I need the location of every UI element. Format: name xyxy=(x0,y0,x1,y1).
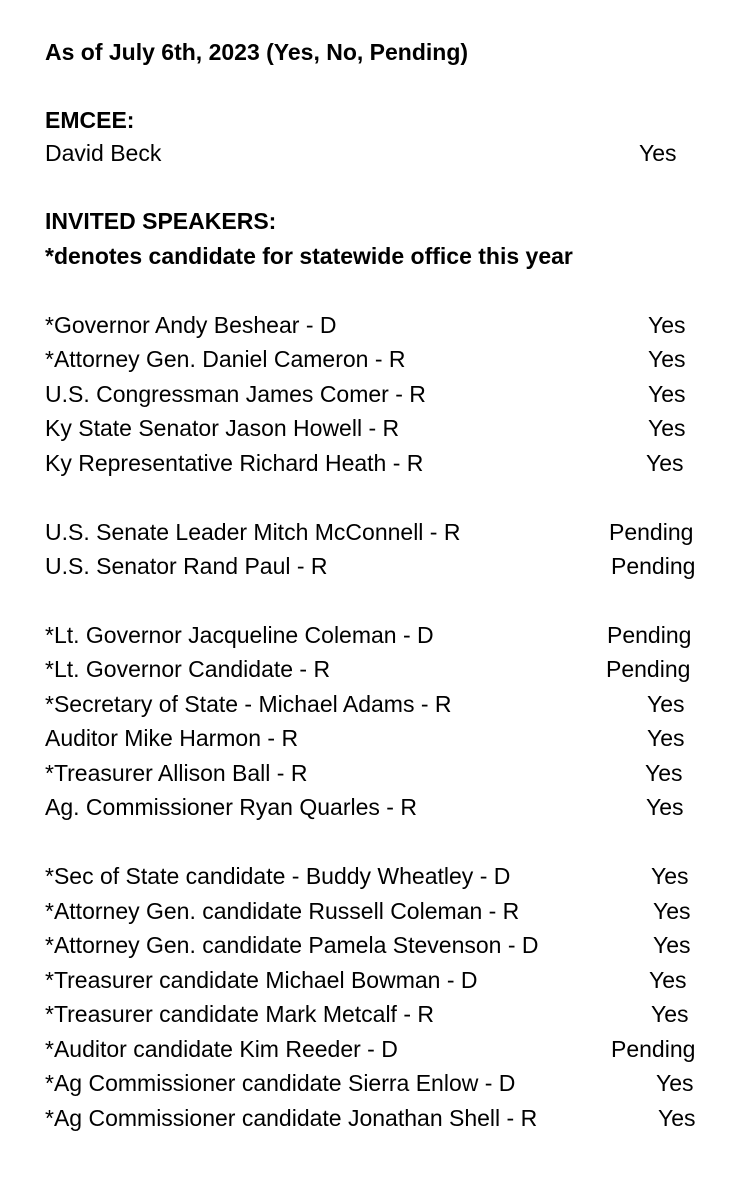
speaker-row xyxy=(0,654,750,684)
speaker-row xyxy=(0,517,750,547)
speaker-status: Yes xyxy=(649,967,687,993)
speaker-status: Pending xyxy=(611,1036,696,1062)
speaker-status: Yes xyxy=(648,312,686,338)
speaker-name: *Auditor candidate Kim Reeder - D xyxy=(45,1036,398,1062)
speaker-name: *Attorney Gen. candidate Russell Coleman - R xyxy=(45,898,520,924)
speaker-status: Yes xyxy=(658,1105,696,1131)
emcee-row xyxy=(0,138,750,168)
speaker-status: Yes xyxy=(653,932,691,958)
speaker-name: Auditor Mike Harmon - R xyxy=(45,725,299,751)
speaker-name: Ag. Commissioner Ryan Quarles - R xyxy=(45,794,417,820)
speaker-status: Pending xyxy=(606,656,691,682)
speaker-row xyxy=(0,620,750,650)
speaker-row xyxy=(0,930,750,960)
speaker-status: Yes xyxy=(648,346,686,372)
page-title: As of July 6th, 2023 (Yes, No, Pending) xyxy=(45,39,469,65)
speaker-status: Yes xyxy=(647,725,685,751)
speaker-row xyxy=(0,689,750,719)
speaker-row xyxy=(0,861,750,891)
speaker-row xyxy=(0,792,750,822)
speakers-heading: INVITED SPEAKERS: xyxy=(45,208,277,234)
speaker-row xyxy=(0,344,750,374)
speaker-row xyxy=(0,310,750,340)
speaker-row xyxy=(0,896,750,926)
speaker-row xyxy=(0,413,750,443)
speaker-status: Pending xyxy=(611,553,696,579)
speaker-name: Ky Representative Richard Heath - R xyxy=(45,450,424,476)
speaker-status: Pending xyxy=(607,622,692,648)
speaker-status: Yes xyxy=(653,898,691,924)
speaker-name: Ky State Senator Jason Howell - R xyxy=(45,415,400,441)
speaker-row xyxy=(0,448,750,478)
speaker-row xyxy=(0,1034,750,1064)
speaker-status: Yes xyxy=(648,415,686,441)
speaker-name: *Governor Andy Beshear - D xyxy=(45,312,337,338)
speaker-row xyxy=(0,551,750,581)
speaker-status: Yes xyxy=(656,1070,694,1096)
emcee-name: David Beck xyxy=(45,140,162,166)
speaker-status: Pending xyxy=(609,519,694,545)
speaker-name: *Secretary of State - Michael Adams - R xyxy=(45,691,452,717)
speaker-name: *Attorney Gen. Daniel Cameron - R xyxy=(45,346,406,372)
speaker-name: *Lt. Governor Jacqueline Coleman - D xyxy=(45,622,434,648)
speaker-row xyxy=(0,1103,750,1133)
speaker-status: Yes xyxy=(645,760,683,786)
speaker-status: Yes xyxy=(651,863,689,889)
speaker-status: Yes xyxy=(651,1001,689,1027)
speaker-name: U.S. Senate Leader Mitch McConnell - R xyxy=(45,519,461,545)
speaker-name: *Treasurer candidate Mark Metcalf - R xyxy=(45,1001,435,1027)
speaker-status: Yes xyxy=(646,794,684,820)
speaker-name: *Sec of State candidate - Buddy Wheatley - D xyxy=(45,863,511,889)
speaker-status: Yes xyxy=(648,381,686,407)
emcee-heading: EMCEE: xyxy=(45,107,135,133)
speaker-name: *Treasurer Allison Ball - R xyxy=(45,760,308,786)
speaker-name: *Ag Commissioner candidate Sierra Enlow - D xyxy=(45,1070,516,1096)
speaker-row xyxy=(0,723,750,753)
speaker-name: *Ag Commissioner candidate Jonathan Shell - R xyxy=(45,1105,538,1131)
speaker-status: Yes xyxy=(646,450,684,476)
speaker-name: *Attorney Gen. candidate Pamela Stevenson - D xyxy=(45,932,539,958)
speaker-name: *Lt. Governor Candidate - R xyxy=(45,656,331,682)
emcee-status: Yes xyxy=(639,140,677,166)
speaker-status: Yes xyxy=(647,691,685,717)
speaker-row xyxy=(0,758,750,788)
speaker-name: U.S. Congressman James Comer - R xyxy=(45,381,426,407)
speaker-row xyxy=(0,999,750,1029)
speaker-name: *Treasurer candidate Michael Bowman - D xyxy=(45,967,478,993)
speaker-row xyxy=(0,1068,750,1098)
speaker-name: U.S. Senator Rand Paul - R xyxy=(45,553,328,579)
speakers-note: *denotes candidate for statewide office this year xyxy=(45,243,573,269)
speaker-row xyxy=(0,379,750,409)
speaker-row xyxy=(0,965,750,995)
